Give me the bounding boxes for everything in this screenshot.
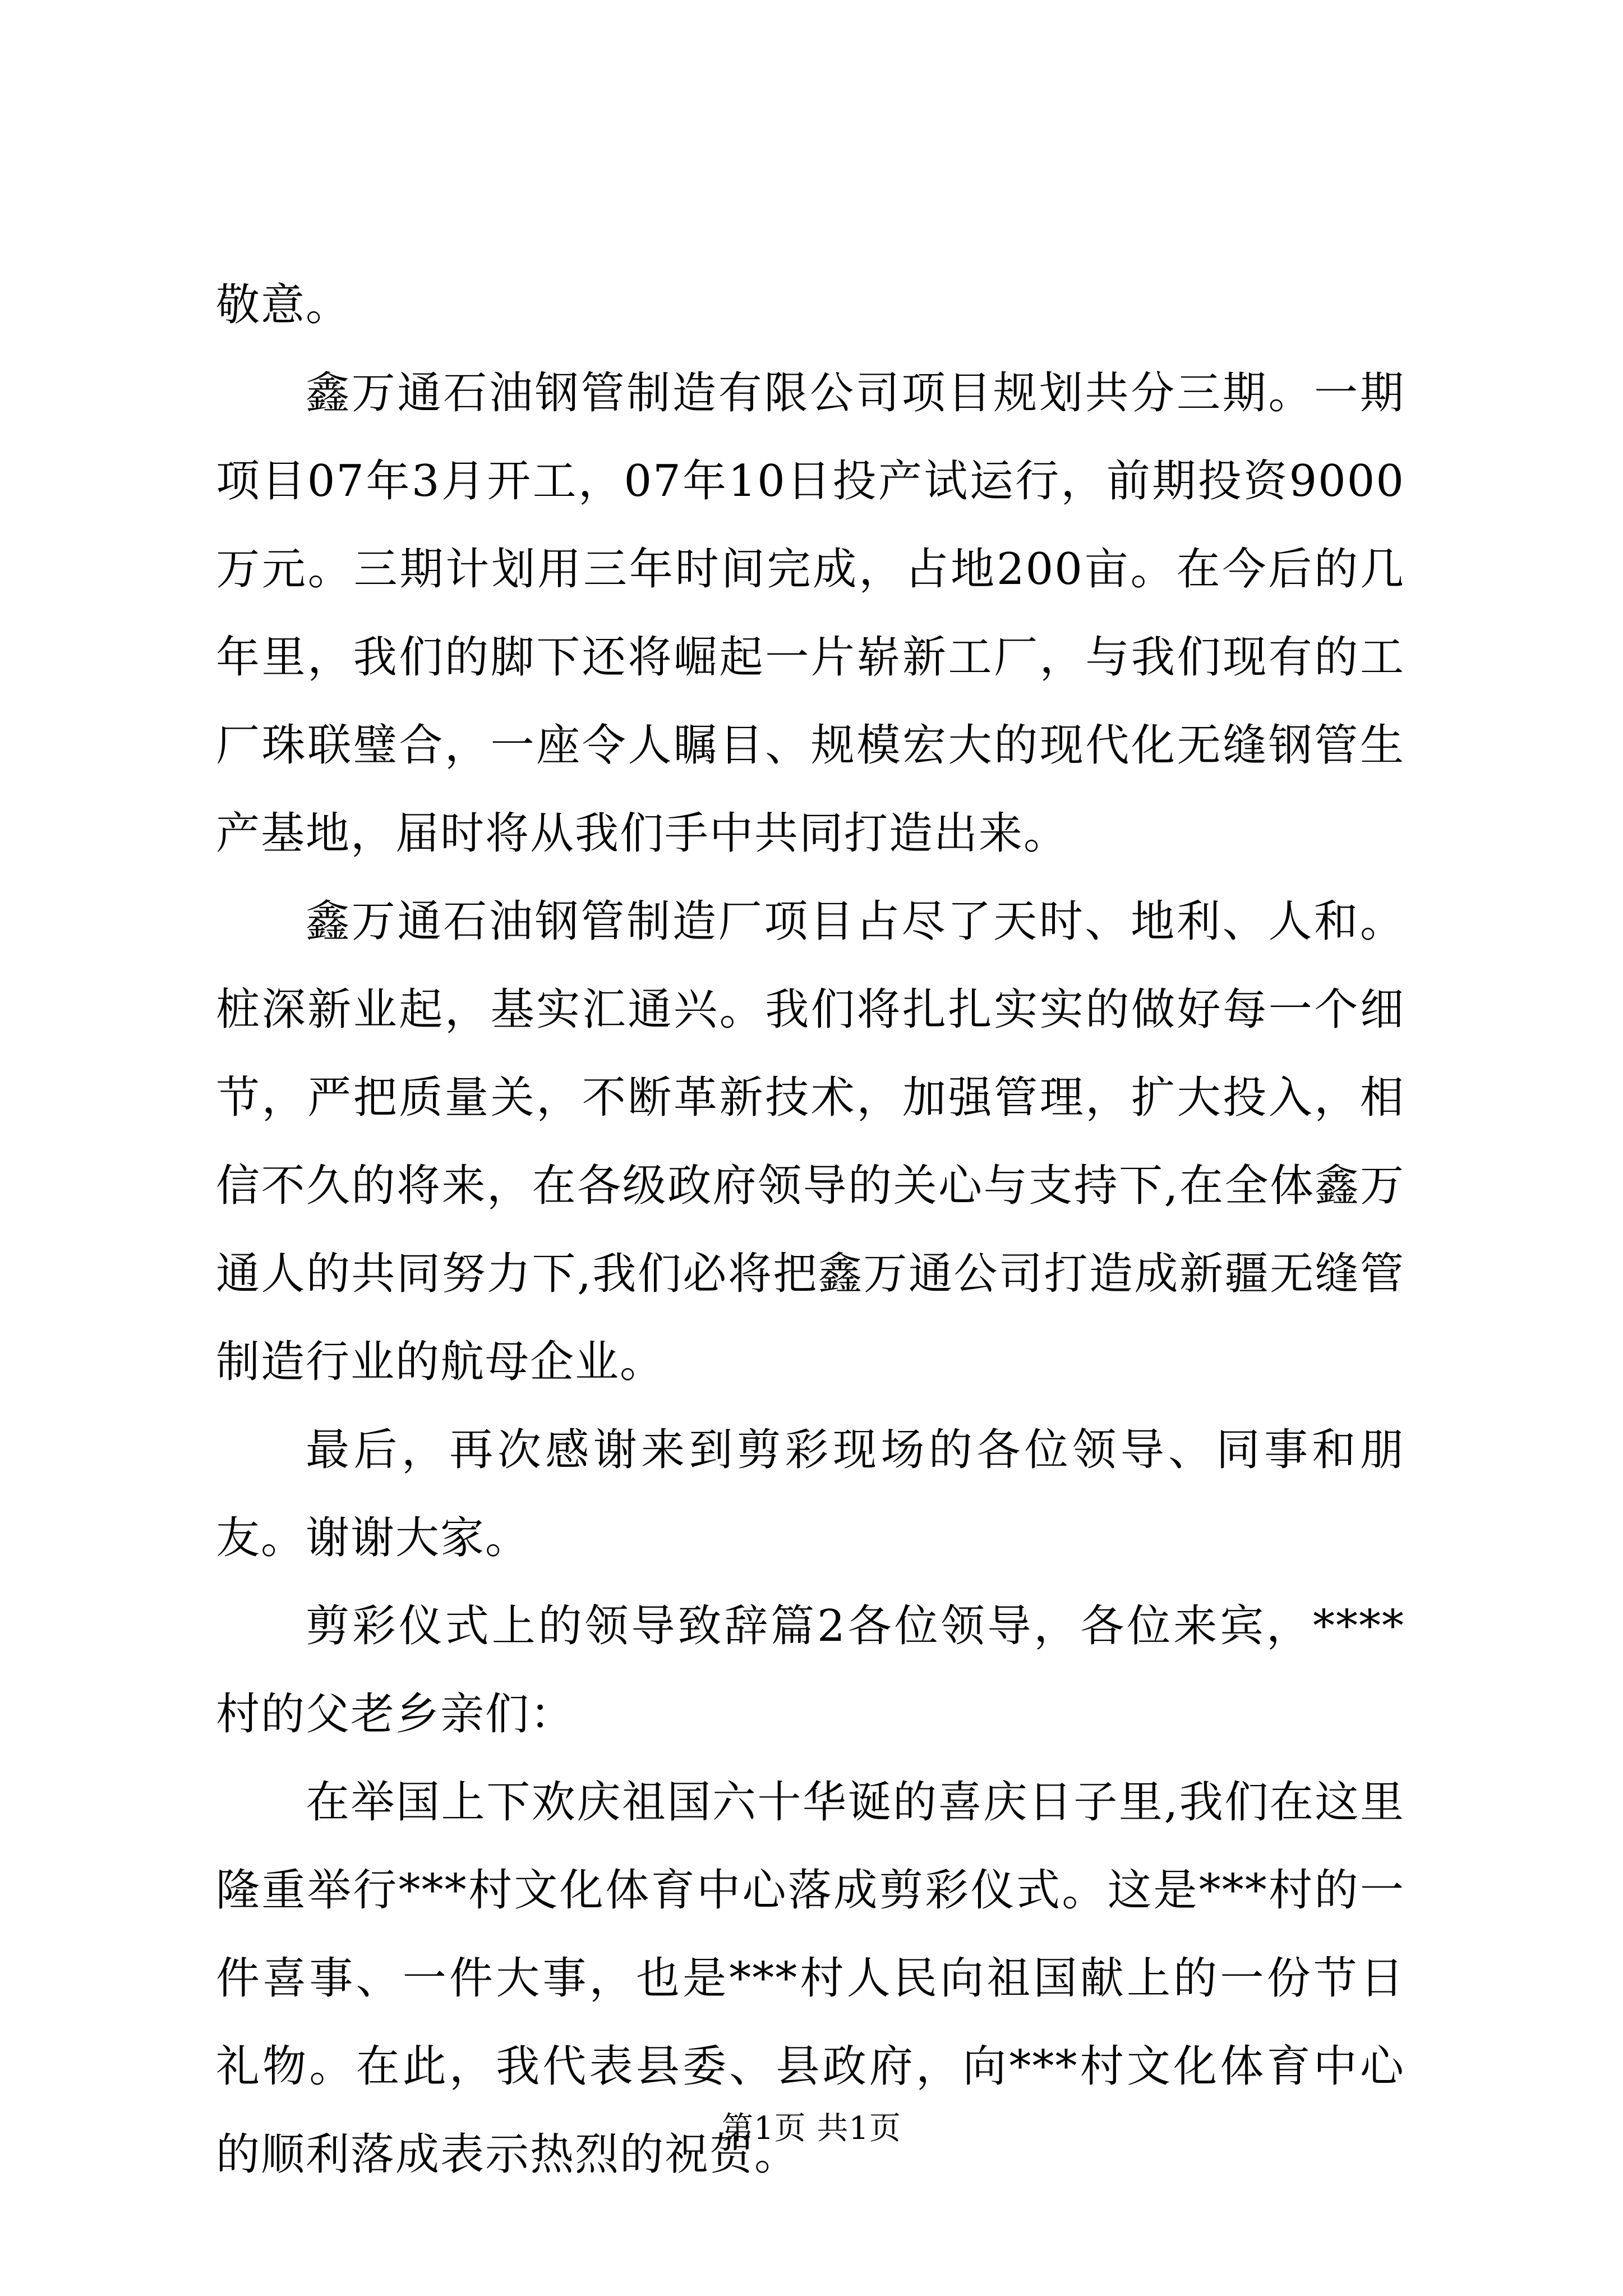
- page-footer: [0, 2109, 1623, 2148]
- paragraph-continuation: 敬意。: [216, 280, 351, 330]
- document-body: [216, 261, 1405, 2199]
- paragraph-project-advantages: 鑫万通石油钢管制造厂项目占尽了天时、地利、人和。桩深新业起，基实汇通兴。我们将扎扎实实的做好每一个细节，严把质量关，不断革新技术，加强管理，扩大投入，相信不久的将来，在各级政府领导的关心与支持下,在全体鑫万通人的共同努力下,我们必将把鑫万通公司打造成新疆无缝管制造行业的航母企业。: [216, 896, 1405, 1387]
- paragraph-speech-2-body: 在举国上下欢庆祖国六十华诞的喜庆日子里,我们在这里隆重举行***村文化体育中心落成剪彩仪式。这是***村的一件喜事、一件大事，也是***村人民向祖国献上的一份节日礼物。在此，我代表县委、县政府，向***村文化体育中心的顺利落成表示热烈的祝贺。: [216, 1777, 1405, 2180]
- page-number-label: 第1页 共1页: [721, 2110, 902, 2147]
- paragraph-speech-2-greeting: 剪彩仪式上的领导致辞篇2各位领导，各位来宾，****村的父老乡亲们：: [216, 1601, 1405, 1740]
- paragraph-thanks: 最后，再次感谢来到剪彩现场的各位领导、同事和朋友。谢谢大家。: [216, 1425, 1405, 1563]
- paragraph-project-plan: 鑫万通石油钢管制造有限公司项目规划共分三期。一期项目07年3月开工，07年10日投产试运行，前期投资9000万元。三期计划用三年时间完成，占地200亩。在今后的几年里，我们的脚下还将崛起一片崭新工厂，与我们现有的工厂珠联璧合，一座令人瞩目、规模宏大的现代化无缝钢管生产基地，届时将从我们手中共同打造出来。: [216, 368, 1405, 859]
